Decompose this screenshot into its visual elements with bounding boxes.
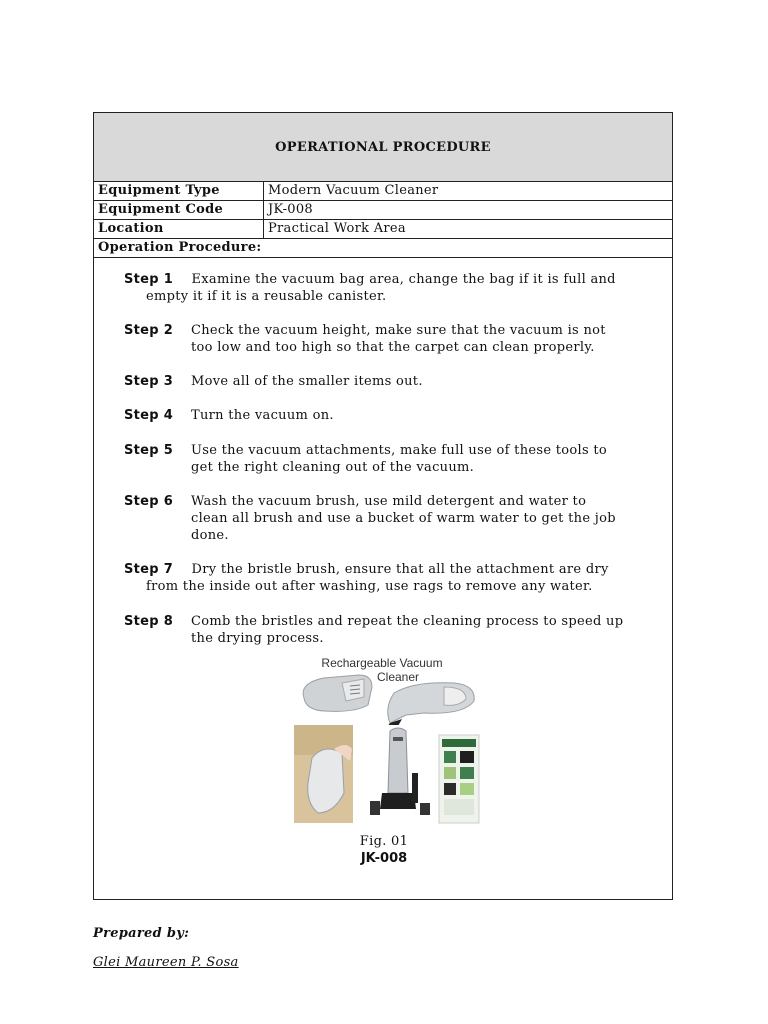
step-text: Turn the vacuum on. [191,408,334,423]
equipment-code-row [94,201,672,220]
step-label: Step 8 [124,614,174,629]
step-text: Move all of the smaller items out. [191,374,423,389]
product-box-photo [439,735,479,823]
step-8 [124,613,173,630]
step-3 [124,373,173,390]
car-seat-photo [294,725,353,823]
operation-procedure-label: Operation Procedure: [94,239,672,258]
step-text: Use the vacuum attachments, make full use of these tools to [191,443,608,458]
location-label: Location [94,220,264,238]
step-label: Step 3 [124,374,174,389]
equipment-type-label: Equipment Type [94,182,264,200]
vacuum-figure [294,653,484,833]
step-text: too low and too high so that the carpet can clean properly. [191,340,595,355]
figure-code: JK-008 [360,851,408,866]
step-text: Check the vacuum height, make sure that the vacuum is not [191,323,606,338]
step-text: Wash the vacuum brush, use mild detergent and water to [191,494,587,509]
author-name: Glei Maureen P. Sosa [93,955,239,970]
step-2 [124,322,173,339]
step-text: Comb the bristles and repeat the cleaning process to speed up [191,614,624,629]
equipment-code-value: JK-008 [268,202,313,217]
equipment-code-label: Equipment Code [94,201,264,219]
step-5 [124,442,173,459]
step-1 [124,271,616,288]
equipment-type-row [94,182,672,201]
location-row [94,220,672,239]
step-label: Step 4 [124,408,174,423]
step-text: done. [191,528,229,543]
step-text: Examine the vacuum bag area, change the bag if it is full and [191,272,616,287]
figure-title-line1: Rechargeable Vacuum [321,656,443,670]
step-text: the drying process. [191,631,324,646]
step-7 [124,561,609,578]
step-text: clean all brush and use a bucket of warm water to get the job [191,511,616,526]
step-text: Dry the bristle brush, ensure that all the attachment are dry [191,562,609,577]
step-7-cont: from the inside out after washing, use rags to remove any water. [146,579,593,594]
prepared-by-label: Prepared by: [93,926,190,941]
step-label: Step 6 [124,494,174,509]
step-label: Step 1 [124,272,174,287]
step-4 [124,407,173,424]
step-1-cont: empty it if it is a reusable canister. [146,289,387,304]
vacuum-stand-photo [370,725,430,823]
step-text: get the right cleaning out of the vacuum. [191,460,475,475]
step-label: Step 7 [124,562,174,577]
step-label: Step 5 [124,443,174,458]
step-label: Step 2 [124,323,174,338]
step-6 [124,493,173,510]
figure-caption: Fig. 01 [359,834,409,849]
document-title: OPERATIONAL PROCEDURE [94,113,672,182]
equipment-type-value: Modern Vacuum Cleaner [268,183,439,198]
figure-title-line2: Cleaner [376,670,420,684]
vacuum-illustration [294,653,484,833]
procedure-sheet [93,112,673,900]
location-value: Practical Work Area [268,221,406,236]
